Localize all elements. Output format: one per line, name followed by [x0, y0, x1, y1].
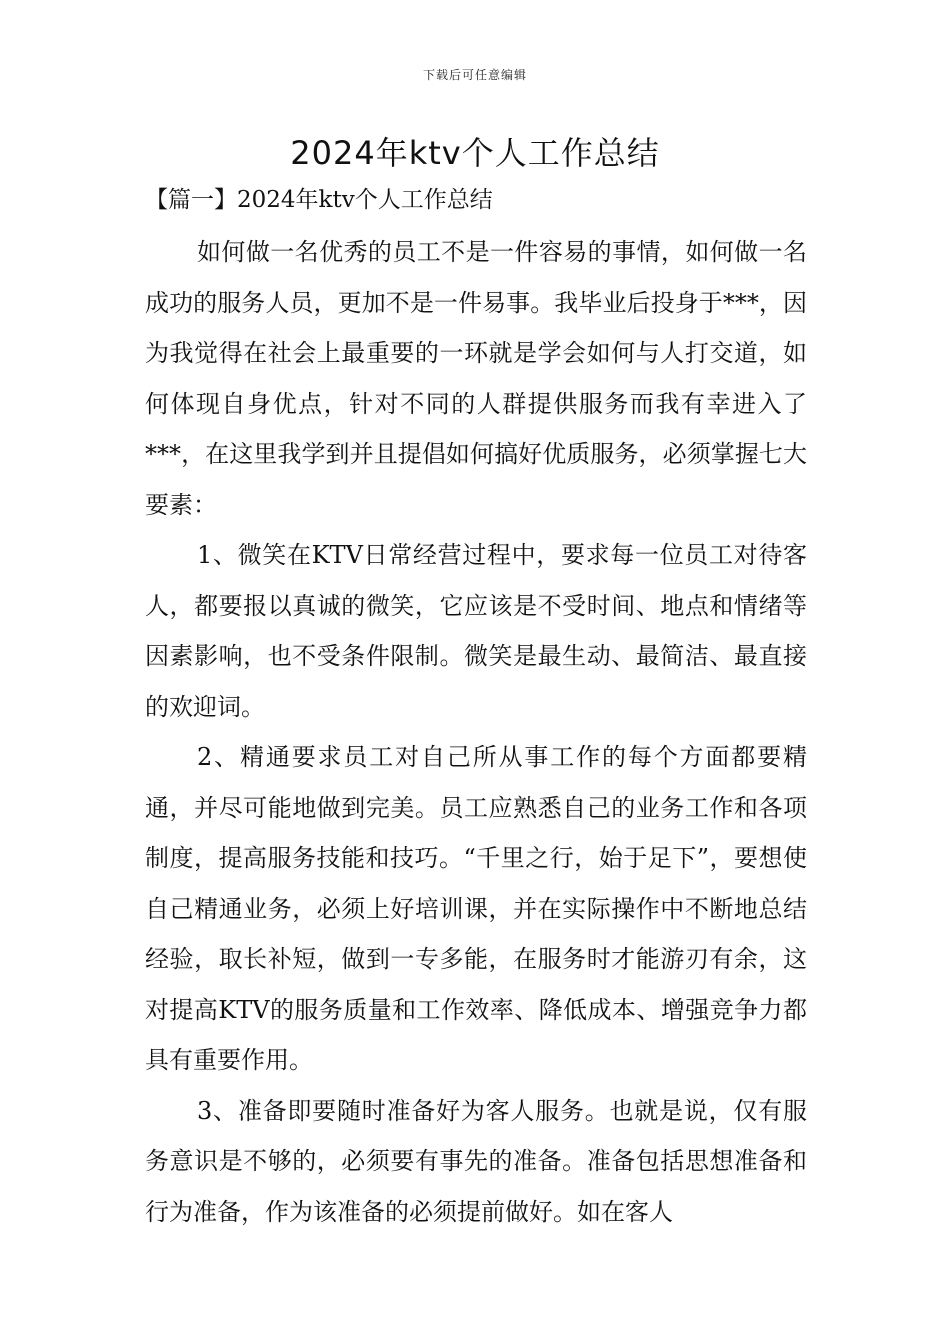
document-title: 2024年ktv个人工作总结 [290, 134, 660, 172]
document-body [145, 180, 807, 1237]
section-heading: 【篇一】2024年ktv个人工作总结 [145, 187, 493, 213]
paragraph-preparation: 3、准备即要随时准备好为客人服务。也就是说，仅有服务意识是不够的，必须要有事先的准备。准备包括思想准备和行为准备，作为该准备的必须提前做好。如在客人 [145, 1096, 807, 1226]
header-note: 下载后可任意编辑 [422, 68, 527, 82]
paragraph-intro: 如何做一名优秀的员工不是一件容易的事情，如何做一名成功的服务人员，更加不是一件易事。我毕业后投身于***，因为我觉得在社会上最重要的一环就是学会如何与人打交道，如何体现自身优点，针对不同的人群提供服务而我有幸进入了***，在这里我学到并且提倡如何搞好优质服务，必须掌握七大要素： [145, 238, 807, 519]
paragraph-smile: 1、微笑在KTV日常经营过程中，要求每一位员工对待客人，都要报以真诚的微笑，它应该是不受时间、地点和情绪等因素影响，也不受条件限制。微笑是最生动、最简洁、最直接的欢迎词。 [145, 541, 807, 721]
paragraph-proficiency: 2、精通要求员工对自己所从事工作的每个方面都要精通，并尽可能地做到完美。员工应熟悉自己的业务工作和各项制度，提高服务技能和技巧。“千里之行，始于足下”，要想使自己精通业务，必须上好培训课，并在实际操作中不断地总结经验，取长补短，做到一专多能，在服务时才能游刃有余，这对提高KTV的服务质量和工作效率、降低成本、增强竞争力都具有重要作用。 [145, 743, 807, 1074]
